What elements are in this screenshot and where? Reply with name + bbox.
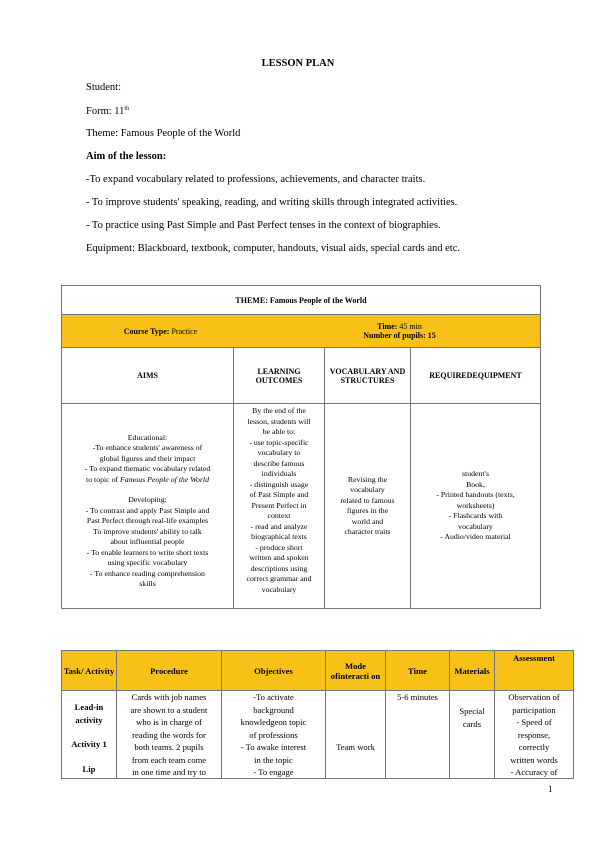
equipment-line: - Printed handouts (texts,	[436, 490, 515, 500]
header-materials: Materials	[450, 651, 495, 691]
header-aims: AIMS	[62, 348, 234, 403]
procedure-line: are shown to a student	[130, 704, 208, 715]
outcome-line: - read and analyze	[250, 521, 308, 531]
vocab-line: figures in the	[346, 506, 389, 515]
course-type-label: Course Type:	[123, 326, 170, 336]
mode-cell	[326, 691, 386, 779]
vocab-line: Revising the	[347, 474, 388, 484]
objective-line: knowledgeon topic	[240, 717, 307, 727]
equipment-line: - Audio/video material	[440, 532, 511, 542]
assessment-line: response,	[517, 729, 551, 740]
outcome-line: descriptions using	[250, 563, 308, 573]
task-line: activity	[75, 714, 103, 725]
materials-cell	[450, 691, 495, 779]
equipment-line: student's	[462, 469, 489, 479]
outcome-line: - produce short	[255, 542, 303, 552]
header-vocabulary: VOCABULARY AND STRUCTURES	[325, 348, 411, 403]
objectives-cell	[222, 691, 326, 779]
aims-line	[86, 475, 209, 486]
header-time: Time	[386, 651, 450, 691]
procedure-row	[62, 691, 574, 779]
vocab-line: vocabulary	[350, 485, 385, 494]
aims-line: - To enable learners to write short texts	[86, 547, 209, 557]
aims-line: using specific vocabulary	[107, 558, 188, 567]
aims-line: - To enhance reading comprehension	[90, 568, 205, 578]
assessment-line: Observation of	[508, 692, 560, 702]
aims-topic-prefix: to topic of	[86, 474, 121, 484]
task-cell	[62, 691, 117, 779]
equipment-line: Equipment: Blackboard, textbook, computer, handouts, visual aids, special cards and etc.	[86, 243, 460, 254]
time-label: Time:	[377, 322, 398, 331]
document-title: LESSON PLAN	[261, 58, 335, 69]
task-line: Lip	[82, 763, 96, 774]
course-info-row	[62, 315, 540, 348]
mode-value: Team work	[336, 742, 375, 752]
assessment-line: - Accuracy of	[510, 767, 558, 777]
aim-heading: Aim of the lesson:	[86, 151, 167, 162]
objective-line: background	[253, 704, 294, 715]
equipment-line: Book,	[466, 479, 485, 489]
equipment-cell	[411, 404, 540, 608]
header-mode: Mode ofinteracti on	[326, 651, 386, 691]
pupils-label: Number of pupils:	[363, 331, 426, 340]
table1-body-row	[62, 404, 540, 608]
procedure-line: who is in charge of	[136, 717, 202, 727]
theme-table	[61, 285, 541, 609]
objective-line: -To activate	[253, 692, 294, 702]
outcome-line: correct grammar and	[246, 574, 312, 583]
time-info	[377, 322, 422, 331]
header-procedure: Procedure	[117, 651, 222, 691]
aims-cell	[62, 404, 234, 608]
vocab-line: world and	[351, 516, 384, 526]
task-line: Lead-in	[74, 702, 104, 712]
materials-line: cards	[462, 718, 482, 729]
assessment-line: written words	[510, 754, 558, 765]
procedure-line: reading the words for	[132, 729, 206, 740]
aims-line: - To expand thematic vocabulary related	[84, 464, 211, 473]
time-cell	[386, 691, 450, 779]
aim-item: -To expand vocabulary related to professions, achievements, and character traits.	[86, 174, 426, 185]
outcome-line: Present Perfect in	[251, 500, 307, 510]
objective-line: - To engage	[253, 767, 294, 777]
vocab-line: related to famous	[340, 495, 395, 505]
aims-line: Educational:	[127, 432, 168, 442]
vocabulary-cell	[325, 404, 411, 608]
theme-line: Theme: Famous People of the World	[86, 128, 241, 139]
pupils-info	[363, 331, 436, 340]
outcome-line: vocabulary	[261, 584, 297, 594]
objective-line: of professions	[249, 729, 298, 740]
outcome-line: - distinguish usage	[249, 479, 309, 489]
objective-line: - To awake interest	[240, 742, 307, 752]
assessment-line: correctly	[518, 742, 550, 752]
form-label: Form: 11	[86, 106, 125, 117]
form-line	[86, 106, 129, 117]
assessment-line: participation	[512, 704, 556, 715]
header-objectives: Objectives	[222, 651, 326, 691]
aims-line: about influential people	[110, 537, 185, 546]
aims-line: - To contrast and apply Past Simple and	[85, 505, 210, 515]
header-learning-outcomes: LEARNING OUTCOMES	[234, 348, 325, 403]
theme-heading: THEME: Famous People of the World	[62, 286, 540, 315]
header-task: Task/ Activity	[62, 651, 117, 691]
page-number: 1	[548, 784, 553, 794]
aims-line: global figures and their impact	[99, 453, 196, 463]
table1-header-row	[62, 348, 540, 404]
outcome-line: written and spoken	[249, 553, 309, 562]
outcome-line: - use topic-specific	[249, 437, 309, 447]
materials-line: Special	[459, 706, 485, 716]
form-superscript: th	[124, 106, 130, 112]
outcome-line: be able to:	[262, 427, 296, 436]
objective-line: in the topic	[254, 754, 293, 765]
equipment-line: vocabulary	[458, 521, 493, 531]
equipment-line: - Flashcards with	[448, 511, 503, 521]
outcomes-cell	[234, 404, 325, 608]
aims-topic-italic: Famous People of the World	[120, 474, 209, 484]
procedure-line: from each team come	[131, 754, 207, 765]
aims-line: To improve students' ability to talk	[93, 526, 202, 536]
course-type-value: Practice	[171, 326, 198, 336]
assessment-line: - Speed of	[516, 717, 552, 727]
procedure-line: both teams. 2 pupils	[134, 742, 204, 752]
aims-line: -To enhance students' awareness of	[92, 443, 203, 452]
task-line: Activity 1	[71, 739, 107, 749]
procedure-line: Cards with job names	[131, 692, 207, 702]
procedure-cell	[117, 691, 222, 779]
pupils-value: 15	[427, 331, 436, 340]
course-time-pupils	[259, 315, 540, 347]
outcome-line: vocabulary to	[257, 448, 301, 457]
equipment-line: worksheets)	[456, 500, 495, 510]
outcome-line: of Past Simple and	[249, 490, 309, 499]
time-value: 45 min	[399, 322, 422, 331]
aims-line: skills	[139, 579, 156, 588]
header-equipment: REQUIREDEQUIPMENT	[429, 371, 522, 380]
outcome-line: individuals	[261, 469, 297, 478]
aims-line: Developing:	[128, 495, 167, 504]
procedure-table	[61, 650, 574, 779]
outcome-line: describe famous	[253, 458, 305, 468]
vocab-line: character traits	[344, 527, 391, 536]
course-type	[62, 315, 259, 347]
outcome-line: lesson, students will	[247, 416, 311, 426]
assessment-cell	[495, 691, 574, 779]
student-line: Student:	[86, 82, 122, 93]
header-assessment: Assessment	[495, 651, 574, 691]
outcome-line: context	[267, 511, 291, 520]
aims-line: Past Perfect through real-life examples	[86, 516, 209, 525]
procedure-line: in one time and try to	[132, 767, 206, 777]
time-value: 5-6 minutes	[397, 692, 438, 702]
outcome-line: biographical texts	[251, 532, 307, 541]
procedure-header-row	[62, 651, 574, 691]
aim-item: - To improve students' speaking, reading, and writing skills through integrated activities.	[86, 197, 458, 208]
outcome-line: By the end of the	[252, 406, 306, 415]
aim-item: - To practice using Past Simple and Past Perfect tenses in the context of biographies.	[86, 220, 441, 231]
